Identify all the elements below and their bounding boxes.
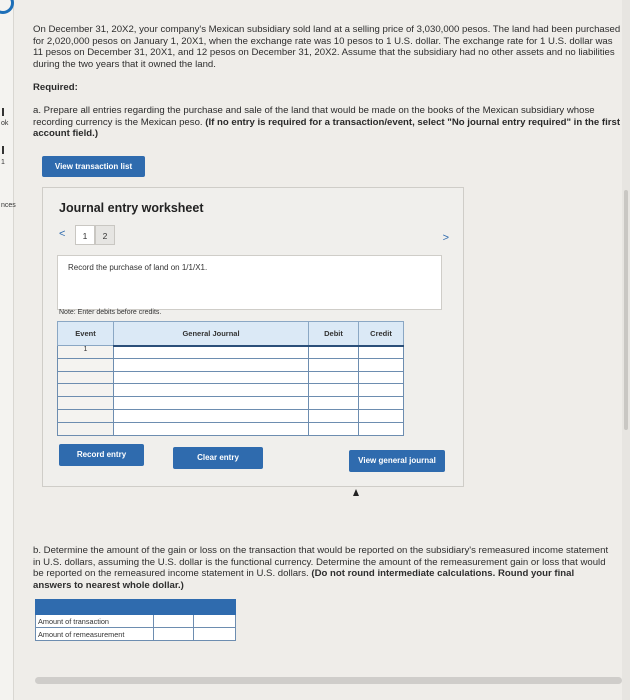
horizontal-scrollbar[interactable] <box>35 677 622 684</box>
refresh-icon[interactable] <box>0 0 14 14</box>
journal-row <box>58 358 404 371</box>
journal-table <box>57 321 404 436</box>
results-table <box>35 599 236 641</box>
journal-row <box>58 422 404 435</box>
table-row <box>36 615 236 628</box>
part-b-instruction: b. Determine the amount of the gain or loss on the transaction that would be reported on the subsidiary's remeasured income statement in U.S. dollars, assuming the U.S. dollar is the functional currency. Determine the amount of the remeasurement gain or loss that would be reported on the remeasured income statement in U.S. dollars. <box>33 545 609 579</box>
account-field[interactable] <box>114 358 309 371</box>
view-transaction-list-button[interactable]: View transaction list <box>42 156 145 177</box>
debit-field[interactable] <box>309 422 359 435</box>
journal-row <box>58 371 404 384</box>
view-general-journal-button[interactable]: View general journal <box>349 450 445 472</box>
results-header-cell <box>194 600 236 615</box>
instruction-box <box>57 255 442 310</box>
worksheet-pager <box>59 225 115 245</box>
credit-field[interactable] <box>359 346 404 359</box>
part-b-note: (Do not round intermediate calculations. Round your final answers to nearest whole dollar.) <box>33 568 575 591</box>
journal-row <box>58 384 404 397</box>
scrollbar-thumb[interactable] <box>624 190 628 430</box>
row-label-remeasurement: Amount of remeasurement <box>36 628 154 641</box>
required-heading: Required: <box>33 82 78 93</box>
sidebar-fragment[interactable]: 1 <box>1 159 5 166</box>
debit-field[interactable] <box>309 397 359 410</box>
debit-field[interactable] <box>309 346 359 359</box>
worksheet-title: Journal entry worksheet <box>59 201 204 215</box>
event-cell <box>58 384 114 397</box>
page-tab-1[interactable]: 1 <box>75 225 95 245</box>
record-entry-button[interactable]: Record entry <box>59 444 144 466</box>
credit-field[interactable] <box>359 397 404 410</box>
debit-field[interactable] <box>309 384 359 397</box>
credit-field[interactable] <box>359 422 404 435</box>
part-a-text <box>33 105 623 140</box>
event-cell <box>58 422 114 435</box>
column-header-credit: Credit <box>359 322 404 346</box>
part-b-text <box>33 545 613 591</box>
results-header-cell <box>36 600 154 615</box>
clear-entry-button[interactable]: Clear entry <box>173 447 263 469</box>
transaction-amount-input[interactable] <box>154 615 194 628</box>
debit-field[interactable] <box>309 358 359 371</box>
table-row <box>36 628 236 641</box>
event-cell <box>58 371 114 384</box>
journal-row <box>58 397 404 410</box>
column-header-event: Event <box>58 322 114 346</box>
account-field[interactable] <box>114 422 309 435</box>
account-field[interactable] <box>114 346 309 359</box>
sidebar-marker <box>2 108 4 116</box>
sidebar-fragment[interactable]: nces <box>1 202 16 209</box>
debit-credit-note: Note: Enter debits before credits. <box>59 309 162 316</box>
account-field[interactable] <box>114 384 309 397</box>
instruction-text: Record the purchase of land on 1/1/X1. <box>68 263 208 272</box>
debit-field[interactable] <box>309 371 359 384</box>
page-tab-2[interactable]: 2 <box>95 225 115 245</box>
part-a-instruction: a. Prepare all entries regarding the purchase and sale of the land that would be made on the books of the Mexican subsidiary whose recording currency is the Mexican peso. <box>33 105 595 128</box>
left-sidebar-strip <box>0 0 14 700</box>
event-cell <box>58 358 114 371</box>
event-number: 1 <box>58 346 114 359</box>
results-header-row <box>36 600 236 615</box>
column-header-general-journal: General Journal <box>114 322 309 346</box>
vertical-scrollbar[interactable] <box>622 0 630 700</box>
problem-content <box>33 24 623 140</box>
credit-field[interactable] <box>359 409 404 422</box>
column-header-debit: Debit <box>309 322 359 346</box>
account-field[interactable] <box>114 397 309 410</box>
journal-entry-worksheet <box>42 187 464 487</box>
row-label-transaction: Amount of transaction <box>36 615 154 628</box>
journal-row <box>58 409 404 422</box>
sidebar-fragment[interactable]: ok <box>1 120 9 127</box>
event-cell <box>58 397 114 410</box>
prev-page-icon[interactable]: < <box>59 228 66 240</box>
journal-row <box>58 346 404 359</box>
part-a-note: (If no entry is required for a transaction/event, select "No journal entry required" in the first account field.) <box>33 116 621 139</box>
mouse-cursor-icon <box>353 489 359 496</box>
credit-field[interactable] <box>359 358 404 371</box>
sidebar-marker <box>2 146 4 154</box>
credit-field[interactable] <box>359 371 404 384</box>
results-header-cell <box>154 600 194 615</box>
event-cell <box>58 409 114 422</box>
remeasurement-amount-input[interactable] <box>154 628 194 641</box>
transaction-gain-loss-select[interactable] <box>194 615 236 628</box>
debit-field[interactable] <box>309 409 359 422</box>
credit-field[interactable] <box>359 384 404 397</box>
account-field[interactable] <box>114 409 309 422</box>
problem-paragraph: On December 31, 20X2, your company's Mexican subsidiary sold land at a selling price of 3,030,000 pesos. The land had been purchased for 2,020,000 pesos on January 1, 20X1, when the exchange rate was 10 pesos to 1 U.S. dollar. The exchange rate for 1 U.S. dollar was 11 pesos on December 31, 20X1, and 12 pesos on December 31, 20X2. Assume that the subsidiary had no other assets and no liabilities during the two years that it owned the land. <box>33 24 621 70</box>
remeasurement-gain-loss-select[interactable] <box>194 628 236 641</box>
account-field[interactable] <box>114 371 309 384</box>
next-page-icon[interactable]: > <box>442 232 449 244</box>
